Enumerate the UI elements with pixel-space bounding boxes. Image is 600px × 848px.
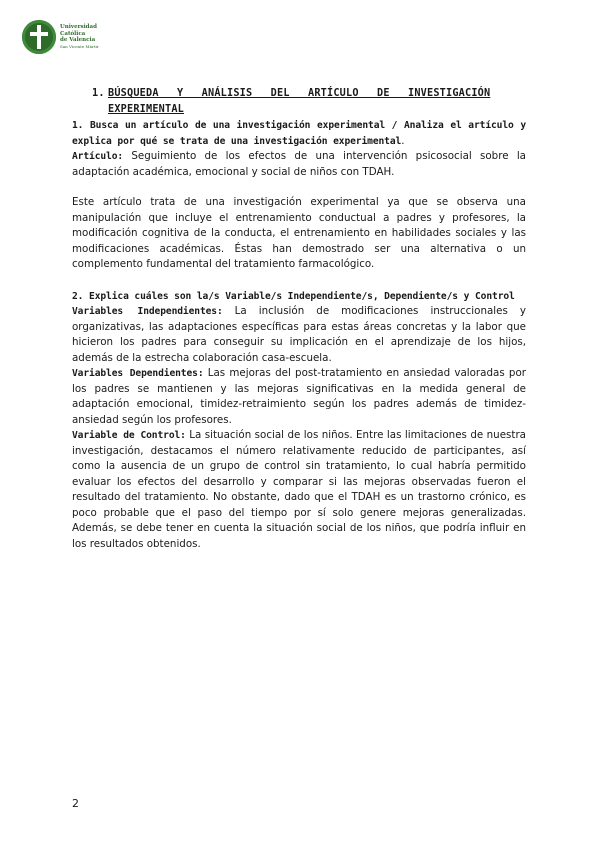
logo-line: Universidad (60, 24, 97, 30)
question-2 (72, 289, 526, 305)
document-body (72, 86, 526, 552)
section-number: 1. (92, 88, 105, 99)
dependent-text: Las mejoras del post-tratamiento en ansiedad valoradas por los padres se mantienen y las mejoras significativas en la medida general de adaptación emocional, timidez-retraimiento según los padres además de timidez-ansiedad según los profesores. (72, 367, 526, 426)
university-logo (22, 20, 99, 54)
question-1-prompt-end: . (401, 134, 405, 147)
university-name (60, 24, 99, 50)
section-title: BÚSQUEDA Y ANÁLISIS DEL ARTÍCULO DE INVESTIGACIÓN EXPERIMENTAL (108, 88, 491, 115)
independent-variables (72, 304, 526, 366)
experimental-paragraph: Este artículo trata de una investigación experimental ya que se observa una manipulación que incluye el entrenamiento conductual a padres y profesores, la modificación cognitiva de la conducta, el entrenamiento en habilidades sociales y las modificaciones académicas. Éstas han demostrado ser una alternativa o un complemento fundamental del tratamiento farmacológico. (72, 196, 526, 270)
page-number: 2 (72, 797, 79, 810)
question-2-prompt: 2. Explica cuáles son la/s Variable/s Independiente/s, Dependiente/s y Control (72, 290, 515, 302)
question-1 (72, 118, 526, 149)
logo-line: Católica (60, 30, 86, 37)
independent-label: Variables Independientes: (72, 306, 223, 317)
article-text: Seguimiento de los efectos de una intervención psicosocial sobre la adaptación académica, emocional y social de niños con TDAH. (72, 150, 526, 178)
control-text: La situación social de los niños. Entre las limitaciones de nuestra investigación, destacamos el número relativamente reducido de participantes, así como la ausencia de un grupo de control sin tratamiento, lo cual habría permitido evaluar los efectos del desarrollo y comparar si las mejoras observadas fueron el resultado del tratamiento. No obstante, dado que el TDAH es un trastorno crónico, es poco probable que el paso del tiempo por sí solo genere mejoras generalizadas. Además, se debe tener en cuenta la situación social de los niños, que podría influir en los resultados obtenidos. (72, 429, 526, 550)
logo-line: de Valencia (60, 37, 96, 43)
article-line (72, 149, 526, 180)
university-seal-icon (22, 20, 56, 54)
section-heading (72, 86, 526, 117)
logo-line: San Vicente Mártir (60, 43, 99, 49)
independent-text: La inclusión de modificaciones instruccionales y organizativas, las adaptaciones específicas para estas áreas concretas y la labor que hicieron los padres para conseguir su implicación en el aprendizaje de los hijos, además de la estrecha colaboración casa-escuela. (72, 305, 526, 364)
article-label: Artículo: (72, 151, 124, 162)
dependent-label: Variables Dependientes: (72, 368, 204, 379)
control-variable (72, 428, 526, 552)
question-1-prompt: 1. Busca un artículo de una investigación experimental / Analiza el artículo y explica por qué se trata de una investigación experimental (72, 120, 526, 147)
control-label: Variable de Control: (72, 430, 186, 441)
dependent-variables (72, 366, 526, 428)
